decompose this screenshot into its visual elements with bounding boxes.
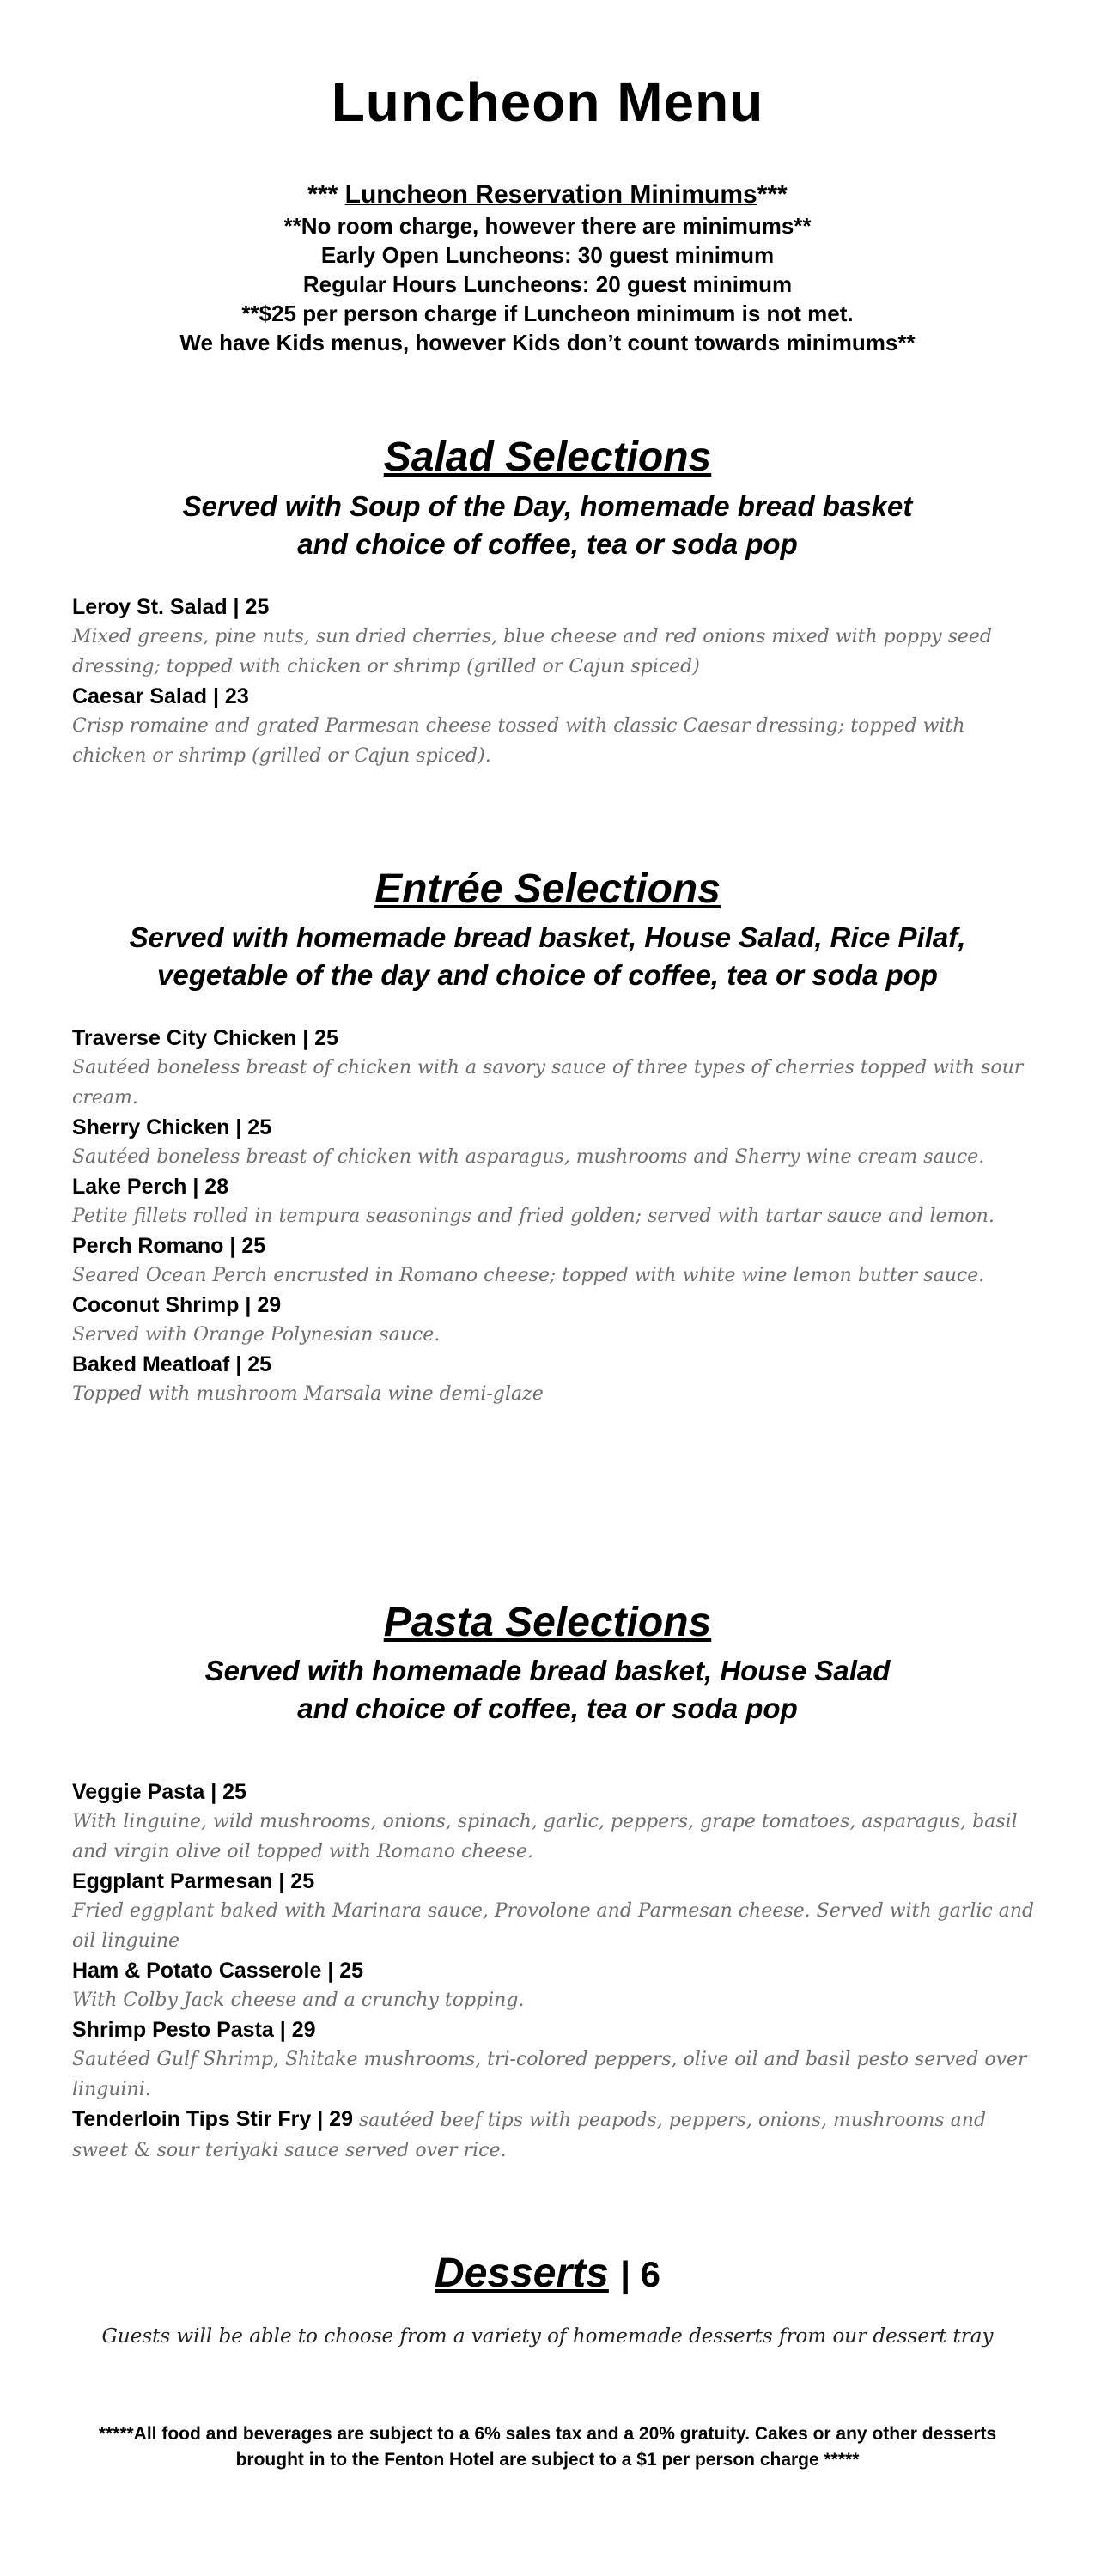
menu-item bbox=[72, 1024, 1043, 1113]
reservation-heading bbox=[0, 179, 1095, 211]
entree-sub-line: vegetable of the day and choice of coffee, tea or soda pop bbox=[157, 959, 938, 991]
item-name: Tenderloin Tips Stir Fry | 29 bbox=[72, 2107, 353, 2131]
item-description: Mixed greens, pine nuts, sun dried cherries, blue cheese and red onions mixed with poppy seed dressing; topped with chicken or shrimp (grilled or Cajun spiced) bbox=[72, 626, 992, 677]
entree-sub-line: Served with homemade bread basket, House Salad, Rice Pilaf, bbox=[129, 921, 966, 953]
pasta-sub-line: Served with homemade bread basket, House Salad bbox=[204, 1655, 891, 1686]
item-description: Crisp romaine and grated Parmesan cheese tossed with classic Caesar dressing; topped with chicken or shrimp (grilled or Cajun spiced). bbox=[72, 715, 965, 767]
desserts-heading bbox=[0, 2250, 1095, 2299]
entree-heading: Entrée Selections bbox=[374, 866, 721, 912]
reservation-line: **$25 per person charge if Luncheon minimum is not met. bbox=[241, 301, 854, 326]
entree-subheading bbox=[0, 919, 1095, 994]
menu-item bbox=[72, 682, 1043, 771]
desserts-description: Guests will be able to choose from a variety of homemade desserts from our dessert tray bbox=[101, 2325, 994, 2348]
page-title: Luncheon Menu bbox=[331, 71, 764, 133]
reservation-minimums bbox=[0, 179, 1095, 357]
item-description: With linguine, wild mushrooms, onions, spinach, garlic, peppers, grape tomatoes, asparagus, basil and virgin olive oil topped with Romano cheese. bbox=[72, 1811, 1018, 1862]
menu-item bbox=[72, 1956, 1043, 2015]
pasta-heading: Pasta Selections bbox=[383, 1600, 712, 1645]
entree-items bbox=[72, 1024, 1043, 1409]
item-name: Eggplant Parmesan | 25 bbox=[72, 1869, 315, 1893]
heading-stars-right: *** bbox=[757, 180, 788, 209]
heading-text: Luncheon Reservation Minimums bbox=[344, 180, 757, 209]
heading-stars-left: *** bbox=[307, 180, 345, 209]
reservation-line: We have Kids menus, however Kids don’t count towards minimums** bbox=[179, 330, 916, 355]
item-description: Petite fillets rolled in tempura seasonings and fried golden; served with tartar sauce and lemon. bbox=[72, 1206, 995, 1227]
item-description: sautéed beef tips with peapods, peppers, onions, mushrooms and sweet & sour teriyaki sauce served over rice. bbox=[72, 2110, 987, 2161]
menu-item bbox=[72, 2105, 1043, 2166]
item-name: Ham & Potato Casserole | 25 bbox=[72, 1959, 364, 1983]
item-description: Served with Orange Polynesian sauce. bbox=[72, 1324, 441, 1346]
item-name: Lake Perch | 28 bbox=[72, 1175, 229, 1199]
menu-item bbox=[72, 1113, 1043, 1172]
menu-item bbox=[72, 1867, 1043, 1956]
item-description: Seared Ocean Perch encrusted in Romano cheese; topped with white wine lemon butter sauce. bbox=[72, 1265, 985, 1286]
item-description: Fried eggplant baked with Marinara sauce, Provolone and Parmesan cheese. Served with garlic and oil linguine bbox=[72, 1900, 1035, 1952]
item-name: Baked Meatloaf | 25 bbox=[72, 1352, 272, 1376]
menu-item bbox=[72, 592, 1043, 682]
item-description: Sautéed boneless breast of chicken with a savory sauce of three types of cherries topped with sour cream. bbox=[72, 1057, 1024, 1109]
item-name: Shrimp Pesto Pasta | 29 bbox=[72, 2018, 316, 2042]
pasta-sub-line: and choice of coffee, tea or soda pop bbox=[297, 1692, 798, 1724]
menu-item bbox=[72, 1291, 1043, 1350]
pasta-items bbox=[72, 1777, 1043, 2166]
menu-item bbox=[72, 1777, 1043, 1867]
salad-subheading bbox=[0, 488, 1095, 563]
item-description: With Colby Jack cheese and a crunchy topping. bbox=[72, 1990, 525, 2011]
item-name: Traverse City Chicken | 25 bbox=[72, 1026, 338, 1050]
salad-heading: Salad Selections bbox=[383, 434, 712, 480]
menu-item bbox=[72, 1231, 1043, 1291]
salad-sub-line: and choice of coffee, tea or soda pop bbox=[297, 528, 798, 560]
menu-item bbox=[72, 2015, 1043, 2105]
item-name: Perch Romano | 25 bbox=[72, 1234, 266, 1258]
menu-item bbox=[72, 1350, 1043, 1409]
reservation-line: **No room charge, however there are minimums** bbox=[283, 213, 812, 239]
item-name: Sherry Chicken | 25 bbox=[72, 1115, 272, 1139]
pasta-subheading bbox=[0, 1652, 1095, 1728]
item-name: Coconut Shrimp | 29 bbox=[72, 1293, 282, 1317]
desserts-price: | 6 bbox=[620, 2254, 660, 2294]
reservation-line: Regular Hours Luncheons: 20 guest minimum bbox=[302, 271, 793, 297]
salad-sub-line: Served with Soup of the Day, homemade bread basket bbox=[182, 490, 913, 522]
menu-item bbox=[72, 1172, 1043, 1231]
item-description: Sautéed Gulf Shrimp, Shitake mushrooms, tri-colored peppers, olive oil and basil pesto served over linguini. bbox=[72, 2049, 1027, 2100]
item-name: Caesar Salad | 23 bbox=[72, 684, 249, 708]
item-description: Sautéed boneless breast of chicken with asparagus, mushrooms and Sherry wine cream sauce. bbox=[72, 1146, 985, 1168]
footer-note: *****All food and beverages are subject to a 6% sales tax and a 20% gratuity. Cakes or any other desserts brought in to the Fenton Hotel are subject to a $1 per person charge ***** bbox=[98, 2424, 997, 2470]
item-description: Topped with mushroom Marsala wine demi-glaze bbox=[72, 1383, 544, 1405]
reservation-line: Early Open Luncheons: 30 guest minimum bbox=[320, 242, 775, 268]
salad-items bbox=[72, 592, 1043, 771]
item-name: Leroy St. Salad | 25 bbox=[72, 595, 270, 619]
desserts-title: Desserts bbox=[435, 2251, 609, 2296]
item-name: Veggie Pasta | 25 bbox=[72, 1780, 246, 1804]
